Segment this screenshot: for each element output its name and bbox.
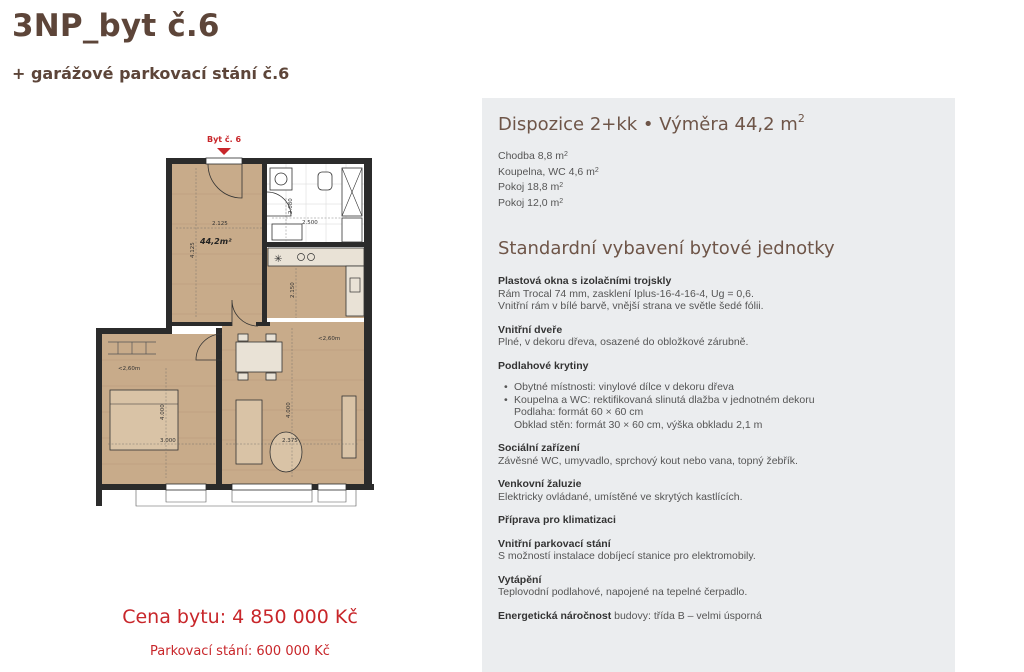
room-item: Pokoj 18,8 $m^2$ bbox=[498, 181, 564, 193]
feature-energy bbox=[498, 610, 939, 623]
info-panel bbox=[482, 98, 955, 672]
feature-text: Elektricky ovládané, umístěné ve skrytých kastlících. bbox=[498, 490, 743, 503]
feature-text: Závěsné WC, umyvadlo, sprchový kout nebo vana, topný žebřík. bbox=[498, 454, 798, 467]
feature-title: Sociální zařízení bbox=[498, 442, 580, 454]
page-title: 3NP_byt č.6 bbox=[12, 8, 220, 44]
dim-4000-right: 4.000 bbox=[286, 402, 292, 418]
feature-text: Vnitřní rám v bílé barvě, vnější strana ve světle šedé fólii. bbox=[498, 300, 764, 312]
feature-title: Vytápění bbox=[498, 573, 542, 586]
feature-subtext: Obklad stěn: formát 30 × 60 cm, výška obkladu 2,1 m bbox=[514, 418, 763, 431]
dim-4125: 4.125 bbox=[190, 242, 196, 258]
feature-text: budovy: třída B – velmi úsporná bbox=[611, 609, 762, 622]
feature-blinds bbox=[498, 478, 939, 503]
disposition-heading: Dispozice 2+kk • Výměra 44,2 $m^2$ bbox=[498, 112, 805, 135]
feature-title: Plastová okna s izolačními trojskly bbox=[498, 275, 672, 287]
page-subtitle: + garážové parkovací stání č.6 bbox=[12, 64, 290, 83]
dim-2080: 2.080 bbox=[288, 198, 294, 214]
plan-area-label: 44,2m² bbox=[200, 237, 232, 246]
room-item: Pokoj 12,0 $m^2$ bbox=[498, 196, 564, 209]
feature-list bbox=[498, 275, 939, 622]
dim-2500: 2.500 bbox=[302, 220, 318, 226]
feature-sanitary bbox=[498, 442, 939, 467]
dim-3000: 3.000 bbox=[160, 438, 176, 444]
feature-title: Venkovní žaluzie bbox=[498, 478, 582, 490]
feature-windows bbox=[498, 275, 939, 313]
feature-doors bbox=[498, 324, 939, 349]
list-item: • Koupelna a WC: rektifikovaná slinutá dlažba v jednotném dekoru bbox=[514, 394, 939, 407]
unit-marker-arrow bbox=[217, 148, 231, 155]
feature-floors bbox=[498, 360, 939, 432]
feature-text: Teplovodní podlahové, napojené na tepelné čerpadlo. bbox=[498, 586, 748, 598]
floor-plan bbox=[96, 128, 376, 514]
feature-parking bbox=[498, 538, 939, 563]
dim-2375: 2.375 bbox=[282, 438, 298, 444]
dim-260-left: <2,60m bbox=[118, 366, 141, 372]
feature-ac bbox=[498, 514, 939, 527]
feature-text: Rám Trocal 74 mm, zasklení Iplus-16-4-16-4, Ug = 0,6. bbox=[498, 287, 754, 300]
feature-title: Podlahové krytiny bbox=[498, 359, 589, 372]
dim-260-right: <2,60m bbox=[318, 336, 341, 342]
feature-subtext: Podlaha: formát 60 × 60 cm bbox=[514, 406, 644, 418]
price-parking: Parkovací stání: 600 000 Kč bbox=[150, 644, 330, 659]
room-list bbox=[498, 149, 939, 211]
dim-4000-left: 4.000 bbox=[160, 404, 166, 420]
standard-equipment-heading: Standardní vybavení bytové jednotky bbox=[498, 238, 835, 259]
dim-2125: 2.125 bbox=[212, 221, 228, 227]
room-item: Koupelna, WC 4,6 $m^2$ bbox=[498, 165, 599, 178]
svg-text:✳: ✳ bbox=[274, 254, 283, 265]
feature-title: Příprava pro klimatizaci bbox=[498, 514, 616, 526]
feature-heating bbox=[498, 574, 939, 599]
room-item: Chodba 8,8 $m^2$ bbox=[498, 150, 568, 162]
feature-title: Vnitřní dveře bbox=[498, 323, 563, 336]
price-main: Cena bytu: 4 850 000 Kč bbox=[122, 606, 358, 628]
floor-bullet-list bbox=[498, 381, 939, 406]
feature-text: Plné, v dekoru dřeva, osazené do obložkové zárubně. bbox=[498, 336, 749, 348]
dim-2150: 2.150 bbox=[290, 282, 296, 298]
feature-title: Energetická náročnost bbox=[498, 609, 612, 622]
list-item: • Obytné místnosti: vinylové dílce v dekoru dřeva bbox=[514, 381, 939, 394]
unit-marker-label: Byt č. 6 bbox=[206, 135, 242, 144]
feature-title: Vnitřní parkovací stání bbox=[498, 537, 611, 550]
feature-text: S možností instalace dobíjecí stanice pro elektromobily. bbox=[498, 550, 756, 562]
